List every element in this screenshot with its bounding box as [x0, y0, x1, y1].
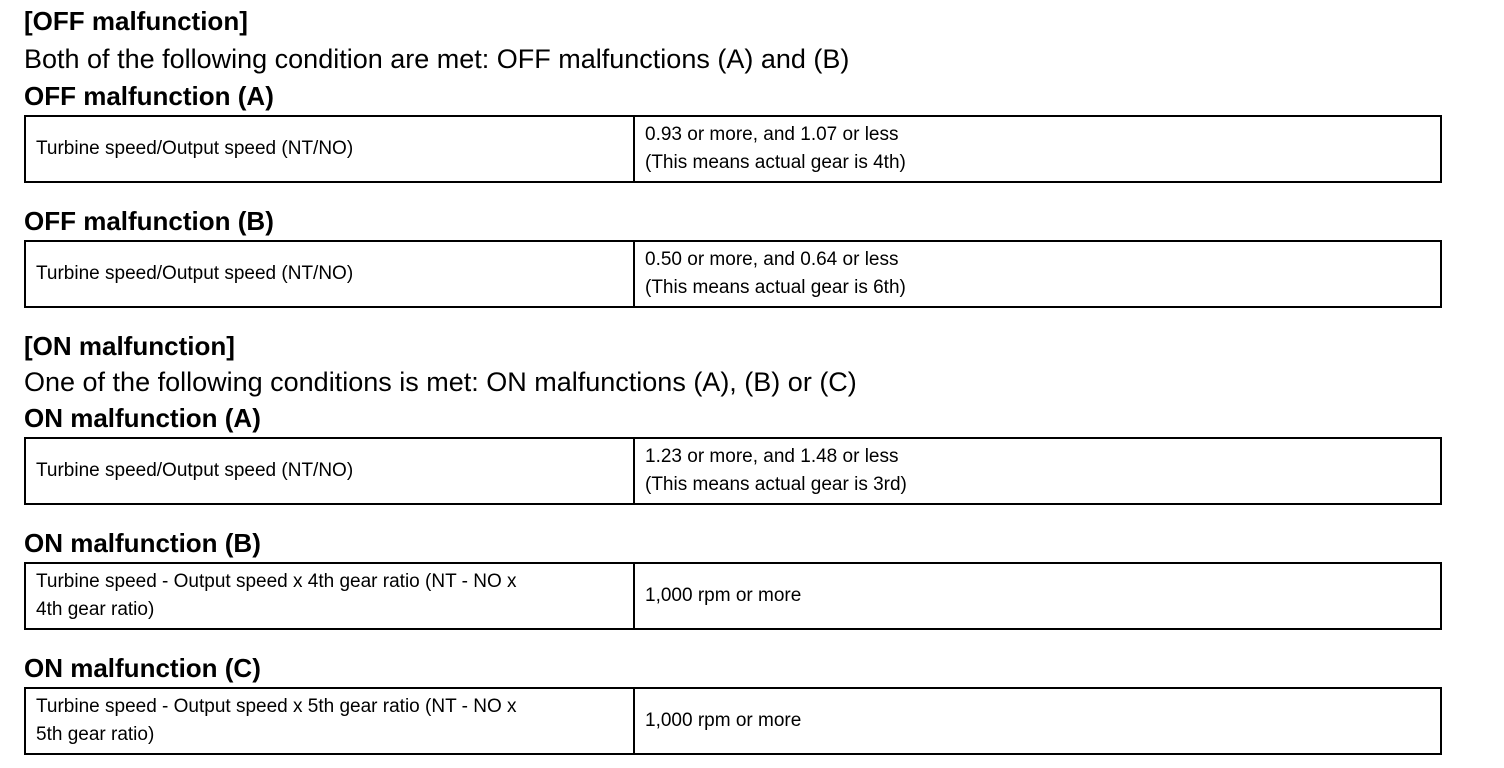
off-malfunction-intro: Both of the following condition are met: OFF malfunctions (A) and (B) — [24, 44, 850, 74]
on-malfunction-heading: [ON malfunction] — [24, 331, 235, 361]
condition-item-line: 5th gear ratio) — [36, 724, 155, 745]
table-row — [25, 116, 1441, 182]
on-malfunction-intro: One of the following conditions is met: ON malfunctions (A), (B) or (C) — [24, 367, 857, 397]
table-row — [25, 438, 1441, 504]
off-malfunction-b-title: OFF malfunction (B) — [24, 206, 274, 236]
condition-value-note: (This means actual gear is 4th) — [645, 152, 906, 173]
condition-value-cell: 1,000 rpm or more — [634, 688, 1441, 754]
condition-item-cell: Turbine speed/Output speed (NT/NO) — [25, 438, 634, 504]
condition-value-note: (This means actual gear is 6th) — [645, 277, 906, 298]
condition-item-line: Turbine speed - Output speed x 5th gear ratio (NT - NO x — [36, 696, 517, 717]
condition-value-note: (This means actual gear is 3rd) — [645, 474, 907, 495]
condition-value-cell: 1,000 rpm or more — [634, 563, 1441, 629]
on-malfunction-b-table — [24, 562, 1442, 630]
on-malfunction-c-title: ON malfunction (C) — [24, 653, 261, 683]
off-malfunction-heading: [OFF malfunction] — [24, 6, 248, 36]
off-malfunction-a-title: OFF malfunction (A) — [24, 81, 274, 111]
condition-value-cell — [634, 241, 1441, 307]
condition-item-line: 4th gear ratio) — [36, 599, 155, 620]
condition-value-cell — [634, 438, 1441, 504]
table-row — [25, 241, 1441, 307]
table-row — [25, 688, 1441, 754]
condition-item-cell: Turbine speed/Output speed (NT/NO) — [25, 241, 634, 307]
table-row — [25, 563, 1441, 629]
on-malfunction-a-title: ON malfunction (A) — [24, 403, 261, 433]
condition-item-cell: Turbine speed/Output speed (NT/NO) — [25, 116, 634, 182]
off-malfunction-b-table — [24, 240, 1442, 308]
on-malfunction-b-title: ON malfunction (B) — [24, 528, 261, 558]
condition-value-line: 0.93 or more, and 1.07 or less — [645, 124, 899, 145]
on-malfunction-a-table — [24, 437, 1442, 505]
condition-value-cell — [634, 116, 1441, 182]
condition-item-cell — [25, 563, 634, 629]
condition-value-line: 1.23 or more, and 1.48 or less — [645, 446, 899, 467]
on-malfunction-c-table — [24, 687, 1442, 755]
condition-item-cell — [25, 688, 634, 754]
condition-item-line: Turbine speed - Output speed x 4th gear ratio (NT - NO x — [36, 571, 517, 592]
off-malfunction-a-table — [24, 115, 1442, 183]
condition-value-line: 0.50 or more, and 0.64 or less — [645, 249, 899, 270]
